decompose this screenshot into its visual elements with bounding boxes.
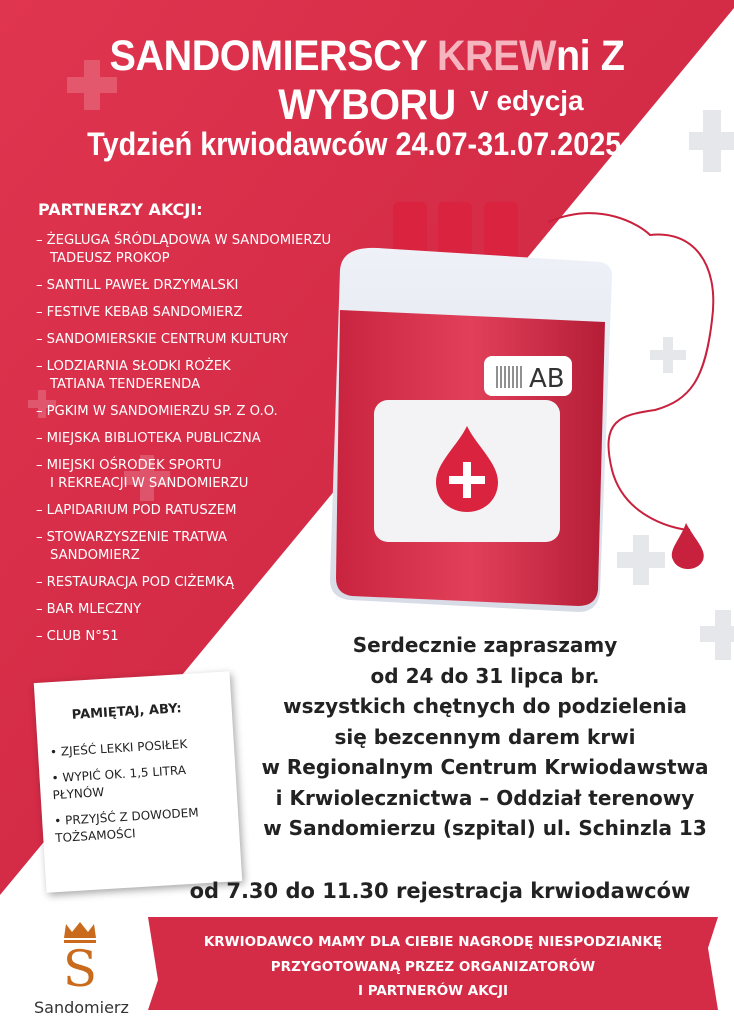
title-highlight: KREW [436, 32, 556, 80]
invite-line: się bezcennym darem krwi [334, 724, 636, 749]
sandomierz-logo-icon [58, 920, 102, 990]
dates-subtitle: Tydzień krwiodawców 24.07-31.07.2025 r. [87, 126, 647, 162]
registration-hours: od 7.30 do 11.30 rejestracja krwiodawców [189, 879, 691, 903]
prize-banner-text [148, 930, 718, 1004]
remember-title: PAMIĘTAJ, ABY: [71, 701, 183, 723]
invite-line: od 24 do 31 lipca br. [370, 663, 600, 688]
partner-item: – LAPIDARIUM POD RATUSZEM [36, 503, 237, 518]
title-part1: SANDOMIERSCY [109, 32, 437, 80]
partners-title: PARTNERZY AKCJI: [38, 200, 203, 219]
blood-drop-falling [672, 523, 704, 569]
partner-item: – PGKIM W SANDOMIERZU SP. Z O.O. [36, 404, 278, 419]
partner-item: – BAR MLECZNY [36, 602, 142, 617]
invitation-text [250, 630, 720, 844]
title-part2: ni Z WYBORU [278, 32, 625, 129]
partner-item: – LODZIARNIA SŁODKI ROŻEK TATIANA TENDERENDA [36, 359, 231, 392]
partner-item: – MIEJSKA BIBLIOTEKA PUBLICZNA [36, 431, 261, 446]
partner-item: – RESTAURACJA POD CIŻEMKĄ [36, 575, 234, 590]
partners-list [36, 232, 331, 655]
blood-type-label: AB [529, 364, 565, 394]
partner-item: – SANTILL PAWEŁ DRZYMALSKI [36, 278, 239, 293]
remember-item: • PRZYJŚĆ Z DOWODEM TOŻSAMOŚCI [53, 805, 199, 846]
remember-item: • ZJEŚĆ LEKKI POSIŁEK [49, 736, 188, 760]
partner-item: – CLUB N°51 [36, 629, 119, 644]
banner-line: KRWIODAWCO MAMY DLA CIEBIE NAGRODĘ NIESPODZIANKĘ [203, 934, 663, 950]
invite-line: Serdecznie zapraszamy [352, 633, 618, 657]
invite-line: w Sandomierzu (szpital) ul. Schinzla 13 [263, 816, 707, 840]
banner-line: I PARTNERÓW AKCJI [357, 983, 509, 999]
edition-label: V edycja [470, 85, 584, 116]
partner-item: – MIEJSKI OŚRODEK SPORTU I REKREACJI W SANDOMIERZU [36, 458, 249, 491]
remember-item: • WYPIĆ OK. 1,5 LITRA PŁYNÓW [51, 763, 187, 803]
banner-line: PRZYGOTOWANĄ PRZEZ ORGANIZATORÓW [270, 958, 596, 975]
invite-line: w Regionalnym Centrum Krwiodawstwa [261, 755, 709, 779]
partner-item: – SANDOMIERSKIE CENTRUM KULTURY [36, 332, 289, 347]
invite-line: i Krwiolecznictwa – Oddział terenowy [275, 785, 695, 810]
decorative-crosses-light [617, 110, 734, 660]
remember-list [50, 733, 240, 856]
partner-item: – ŻEGLUGA ŚRÓDLĄDOWA W SANDOMIERZU TADEUSZ PROKOP [36, 233, 332, 266]
remember-card [34, 671, 242, 893]
partner-item: – STOWARZYSZENIE TRATWA SANDOMIERZ [36, 530, 228, 563]
svg-text:S: S [62, 940, 98, 990]
logo-text: Sandomierz [34, 998, 129, 1017]
partner-item: – FESTIVE KEBAB SANDOMIERZ [36, 305, 243, 320]
invite-line: wszystkich chętnych do podzielenia [283, 694, 687, 718]
blood-bag-illustration [330, 202, 713, 612]
